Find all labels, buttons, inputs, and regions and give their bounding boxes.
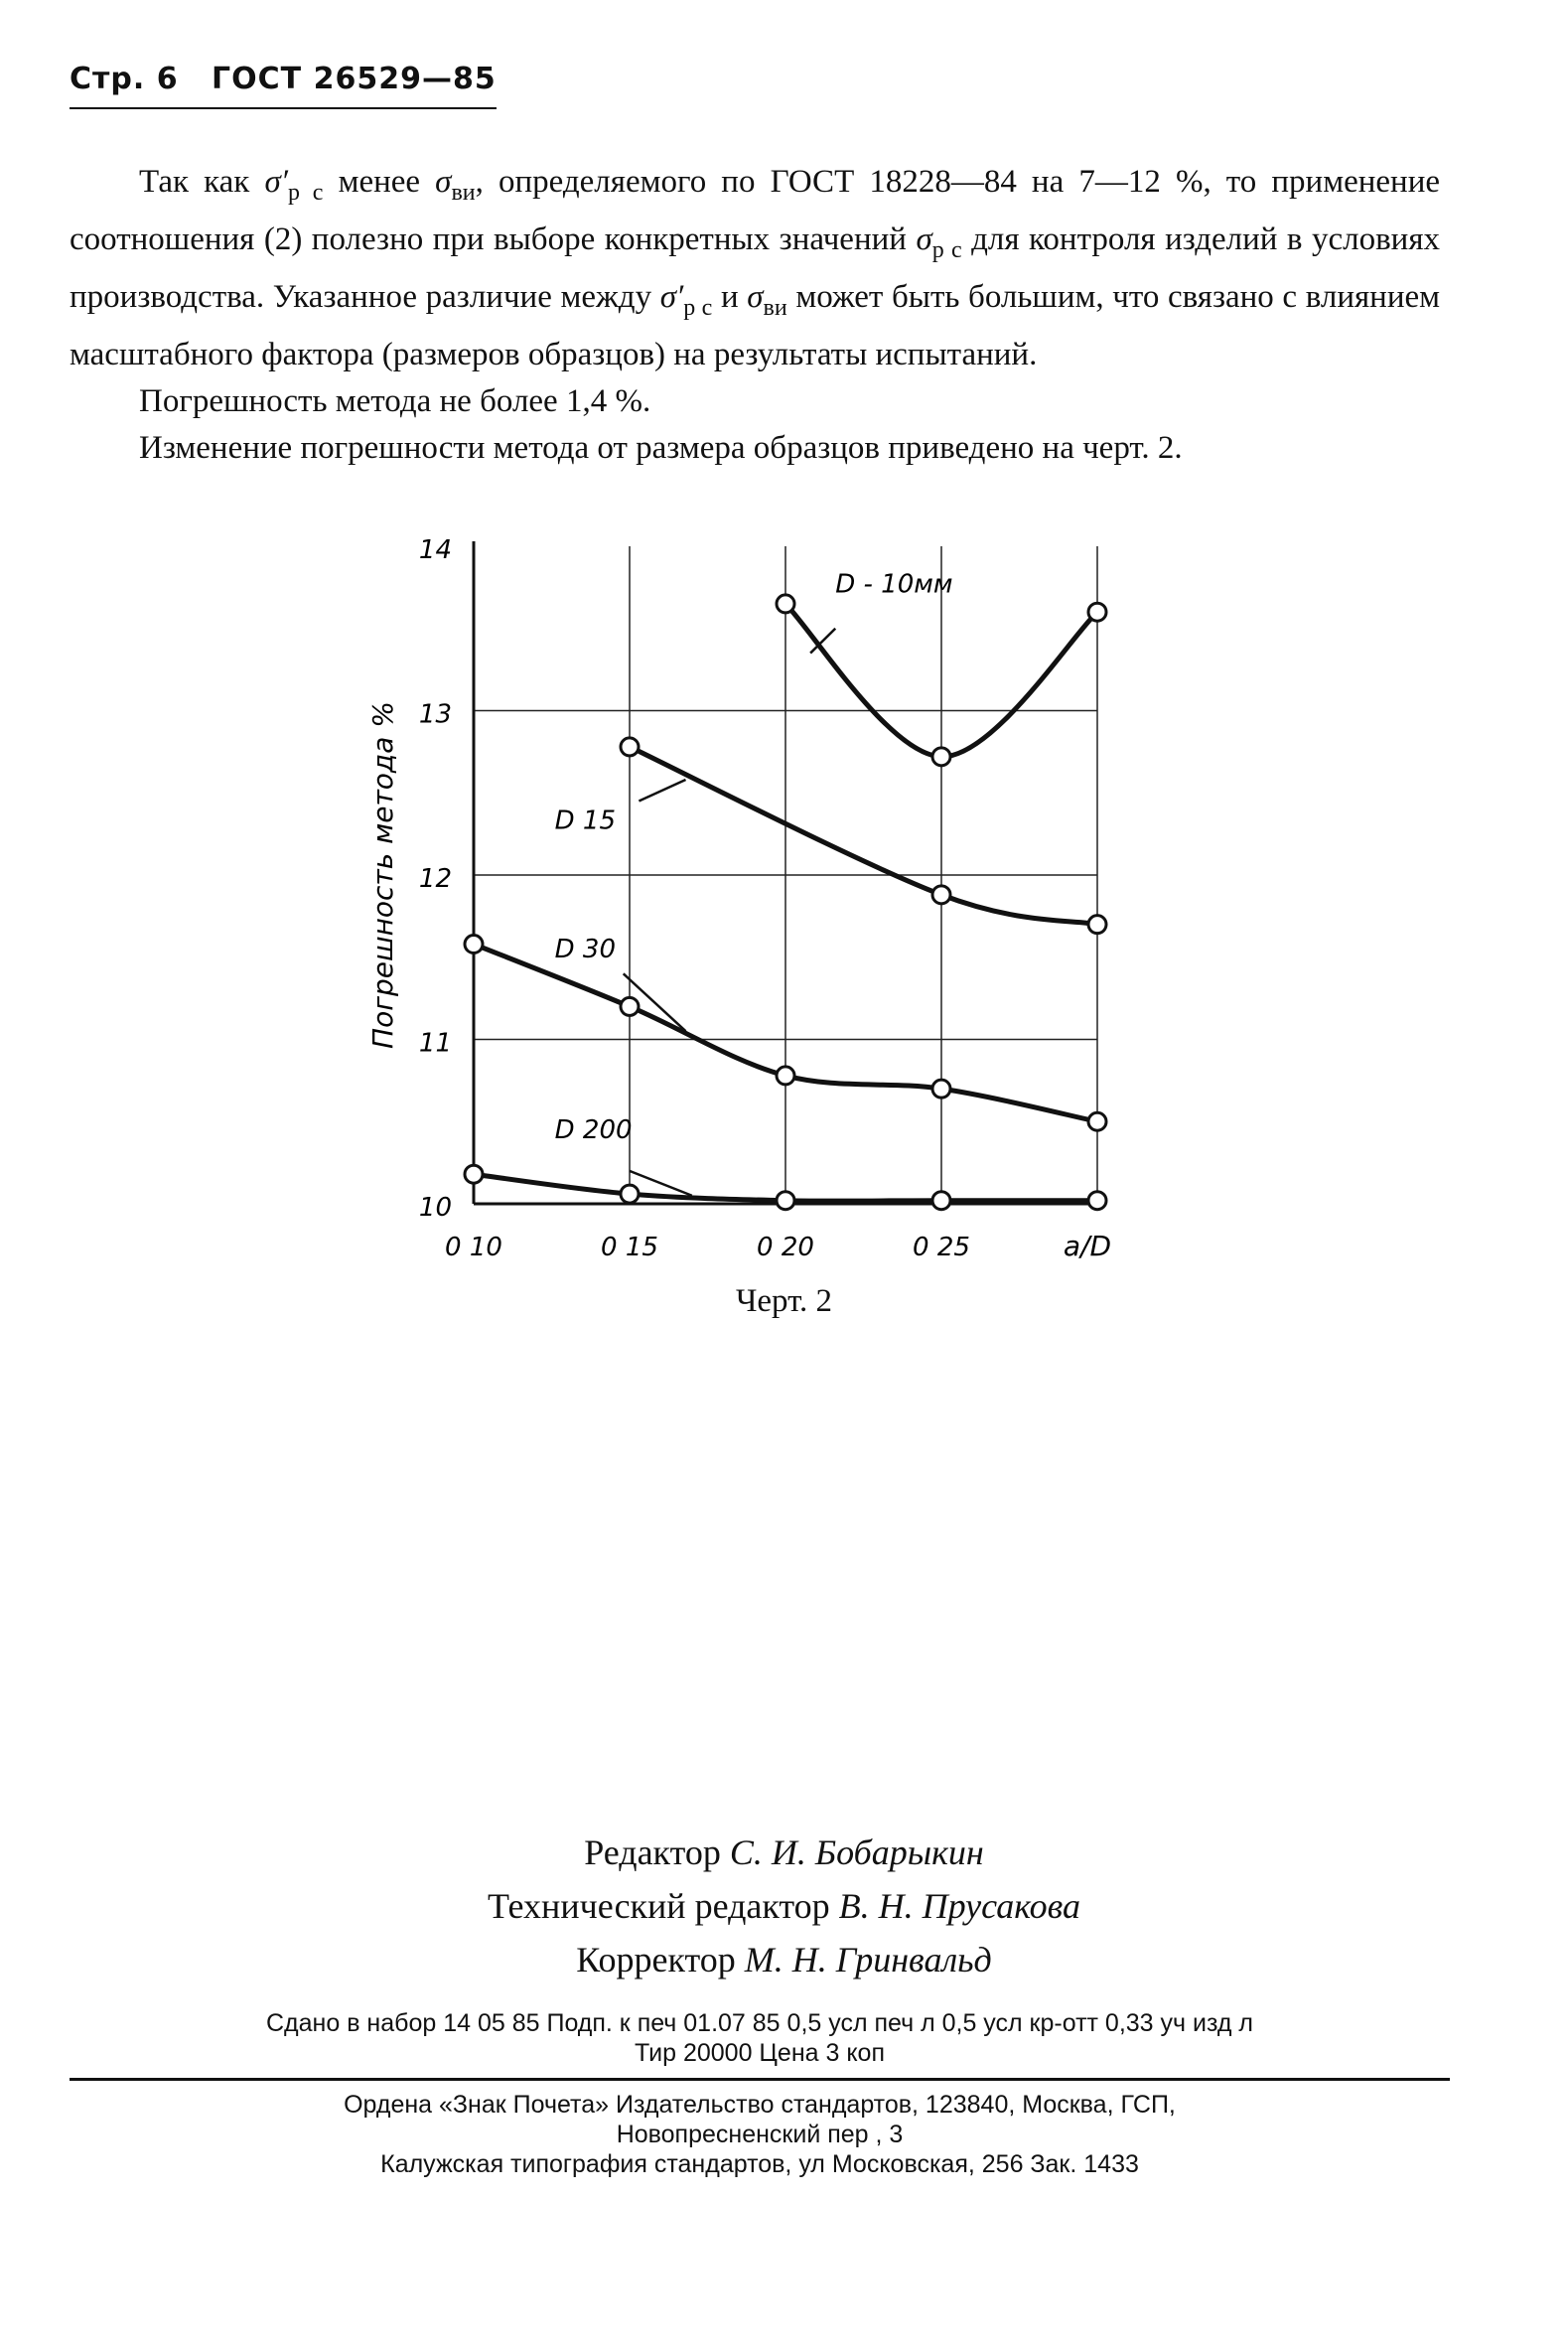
- text-fragment: менее: [338, 164, 421, 200]
- symbol-sigma: σ: [747, 279, 764, 315]
- data-point: [777, 1192, 794, 1210]
- credits-block: [0, 1826, 1568, 1986]
- data-point: [932, 1192, 950, 1210]
- page-number: Стр. 6: [70, 62, 179, 96]
- symbol-subscript: р с: [931, 237, 962, 263]
- y-tick-label: 13: [418, 699, 452, 730]
- series-line: [630, 747, 1097, 925]
- data-point: [465, 1165, 483, 1183]
- series-label: D 30: [554, 934, 617, 964]
- series-label: D 200: [554, 1114, 633, 1145]
- footer-line: Новопресненский пер , 3: [616, 2121, 904, 2148]
- x-tick-label: 0 15: [601, 1233, 658, 1261]
- page-header: [70, 62, 518, 96]
- data-point: [1088, 1192, 1106, 1210]
- imprint-divider: [70, 2078, 1450, 2081]
- data-point: [621, 738, 639, 756]
- y-tick-label: 14: [418, 535, 452, 565]
- symbol-sigma: σ′: [264, 164, 288, 200]
- data-point: [621, 997, 639, 1015]
- series-leader-line: [639, 780, 685, 802]
- footer-line: Калужская типография стандартов, ул Московская, 256 Зак. 1433: [380, 2150, 1139, 2178]
- imprint-block: [70, 2008, 1450, 2068]
- data-point: [1088, 916, 1106, 934]
- symbol-subscript: ви: [763, 295, 787, 321]
- text-fragment: Так как: [139, 164, 250, 200]
- symbol-sigma: σ: [916, 221, 932, 257]
- data-point: [465, 936, 483, 953]
- y-axis-label: Погрешность метода %: [366, 701, 399, 1049]
- symbol-subscript: р с: [683, 295, 713, 321]
- paragraph-2: Погрешность метода не более 1,4 %.: [139, 383, 651, 419]
- text-fragment: и: [720, 279, 739, 315]
- series-label: D - 10мм: [835, 569, 953, 600]
- imprint-line: Тир 20000 Цена 3 коп: [634, 2039, 885, 2067]
- data-point: [1088, 1112, 1106, 1130]
- x-tick-label: 0 20: [757, 1233, 814, 1261]
- header-underline: [70, 107, 497, 109]
- x-axis-label: a/D: [1063, 1230, 1112, 1261]
- text-fragment: для контроля изделий в условиях производства. Указанное различие между: [70, 221, 1441, 315]
- corrector-line: Корректор М. Н. Гринвальд: [576, 1940, 992, 1979]
- figure-caption: Черт. 2: [735, 1283, 833, 1319]
- series-label: D 15: [554, 806, 617, 836]
- text-fragment: может быть большим, что связано с влиянием масштабного фактора (размеров образцов) на результаты испытаний.: [70, 279, 1441, 372]
- data-point: [777, 1067, 794, 1085]
- paragraph-3: Изменение погрешности метода от размера образцов приведено на черт. 2.: [139, 430, 1183, 466]
- tech-editor-line: Технический редактор В. Н. Прусакова: [487, 1886, 1081, 1926]
- imprint-line: Сдано в набор 14 05 85 Подп. к печ 01.07 85 0,5 усл печ л 0,5 усл кр-отт 0,33 уч изд л: [266, 2009, 1253, 2037]
- y-tick-label: 11: [418, 1028, 452, 1059]
- symbol-subscript: р с: [287, 180, 324, 206]
- data-point: [932, 1080, 950, 1098]
- editor-line: Редактор С. И. Бобарыкин: [584, 1833, 984, 1872]
- symbol-sigma: σ: [435, 164, 452, 200]
- y-tick-label: 12: [418, 864, 452, 894]
- data-point: [932, 748, 950, 766]
- data-point: [932, 886, 950, 904]
- error-chart: [357, 526, 1172, 1261]
- symbol-sigma: σ′: [659, 279, 684, 315]
- x-tick-label: 0 25: [913, 1233, 970, 1261]
- text-fragment: , определяемого по ГОСТ 18228—84 на 7—12 %, то применение соотношения (2) полезно при выборе конкретных значений: [70, 164, 1441, 257]
- chart-container: [357, 526, 1172, 1261]
- data-point: [1088, 603, 1106, 621]
- y-tick-label: 10: [418, 1193, 452, 1223]
- publisher-footer: [70, 2090, 1450, 2179]
- footer-line: Ордена «Знак Почета» Издательство стандартов, 123840, Москва, ГСП,: [344, 2091, 1176, 2119]
- data-point: [777, 595, 794, 613]
- symbol-subscript: ви: [451, 180, 476, 206]
- standard-number: ГОСТ 26529—85: [212, 62, 497, 96]
- x-tick-label: 0 10: [445, 1233, 502, 1261]
- body-text: [70, 159, 1440, 472]
- paragraph-1: [70, 159, 1440, 378]
- data-point: [621, 1185, 639, 1203]
